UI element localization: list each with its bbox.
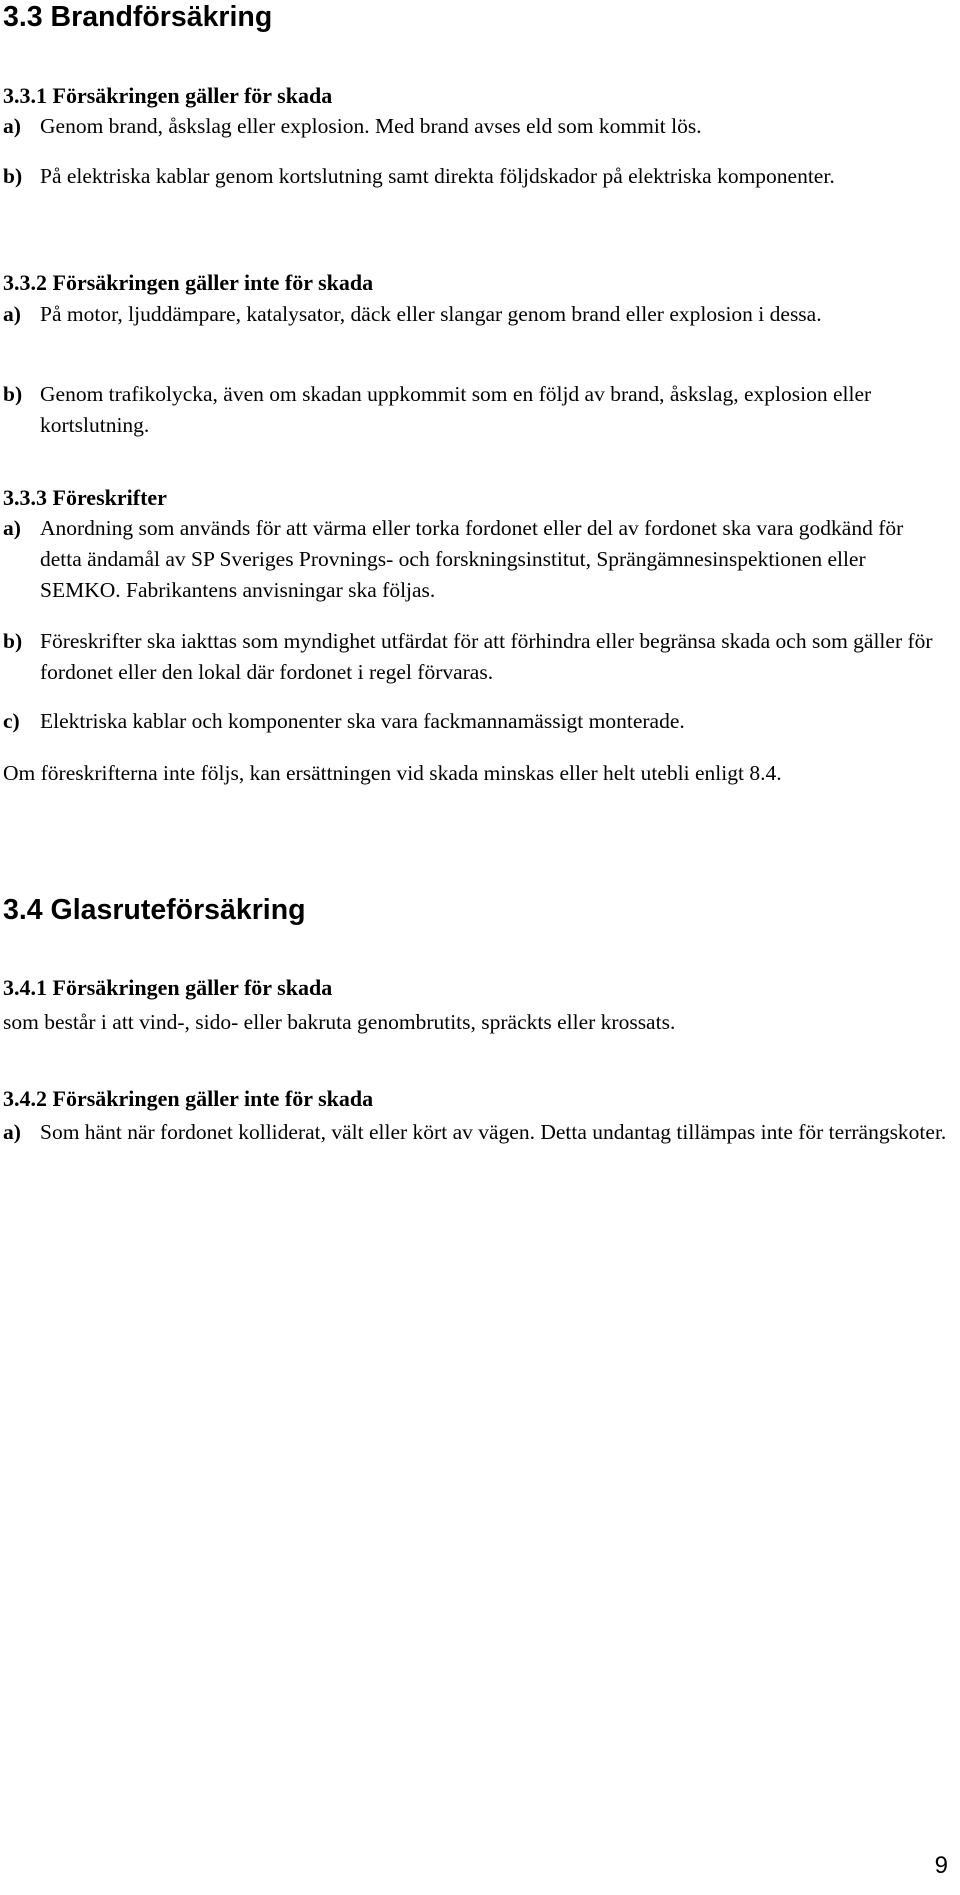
list-item-3-3-1-a <box>3 111 948 142</box>
list-marker: b) <box>3 164 23 188</box>
list-item-3-3-3-b <box>3 626 948 688</box>
list-item-text: På elektriska kablar genom kortslutning samt direkta följdskador på elektriska komponenter. <box>40 164 835 188</box>
list-marker: a) <box>3 1120 21 1144</box>
section-title-3-3: 3.3 Brandförsäkring <box>3 1 273 33</box>
list-item-3-3-3-c <box>3 706 948 737</box>
list-item-3-3-1-b <box>3 161 948 192</box>
list-marker: a) <box>3 114 21 138</box>
subsection-heading-3-3-3: 3.3.3 Föreskrifter <box>3 485 167 510</box>
subsection-heading-3-4-1: 3.4.1 Försäkringen gäller för skada <box>3 975 333 1000</box>
page-number: 9 <box>934 1852 948 1879</box>
subsection-heading-3-4-2: 3.4.2 Försäkringen gäller inte för skada <box>3 1086 374 1111</box>
list-item-text: På motor, ljuddämpare, katalysator, däck eller slangar genom brand eller explosion i dessa. <box>40 302 822 326</box>
list-item-text: Föreskrifter ska iakttas som myndighet utfärdat för att förhindra eller begränsa skada och som gäller för fordonet eller den lokal där fordonet i regel förvaras. <box>40 629 933 684</box>
list-marker: a) <box>3 516 21 540</box>
subsection-heading-3-3-1: 3.3.1 Försäkringen gäller för skada <box>3 83 333 108</box>
list-item-3-3-2-a <box>3 299 948 330</box>
list-marker: b) <box>3 382 23 406</box>
list-marker: a) <box>3 302 21 326</box>
list-item-text: Som hänt när fordonet kolliderat, vält eller kört av vägen. Detta undantag tillämpas inte för terrängskoter. <box>40 1120 947 1144</box>
list-item-text: Genom brand, åskslag eller explosion. Med brand avses eld som kommit lös. <box>40 114 702 138</box>
list-item-3-3-2-b <box>3 379 948 441</box>
list-item-text: Anordning som används för att värma eller torka fordonet eller del av fordonet ska vara godkänd för detta ändamål av SP Sveriges Provnings- och forskningsinstitut, Sprängämnesinspektionen eller SEMKO. Fabrikantens anvisningar ska följas. <box>40 516 904 602</box>
section-title-3-4: 3.4 Glasruteförsäkring <box>3 894 306 926</box>
list-item-text: Elektriska kablar och komponenter ska vara fackmannamässigt monterade. <box>40 709 685 733</box>
paragraph-3-4-1: som består i att vind-, sido- eller bakruta genombrutits, spräckts eller krossats. <box>3 1010 676 1034</box>
list-item-3-4-2-a <box>3 1117 948 1148</box>
list-item-text: Genom trafikolycka, även om skadan uppkommit som en följd av brand, åskslag, explosion eller kortslutning. <box>40 382 872 437</box>
list-marker: b) <box>3 629 23 653</box>
subsection-heading-3-3-2: 3.3.2 Försäkringen gäller inte för skada <box>3 270 374 295</box>
note-paragraph: Om föreskrifterna inte följs, kan ersättningen vid skada minskas eller helt utebli enligt 8.4. <box>3 761 782 785</box>
list-item-3-3-3-a <box>3 513 948 606</box>
list-marker: c) <box>3 709 20 733</box>
